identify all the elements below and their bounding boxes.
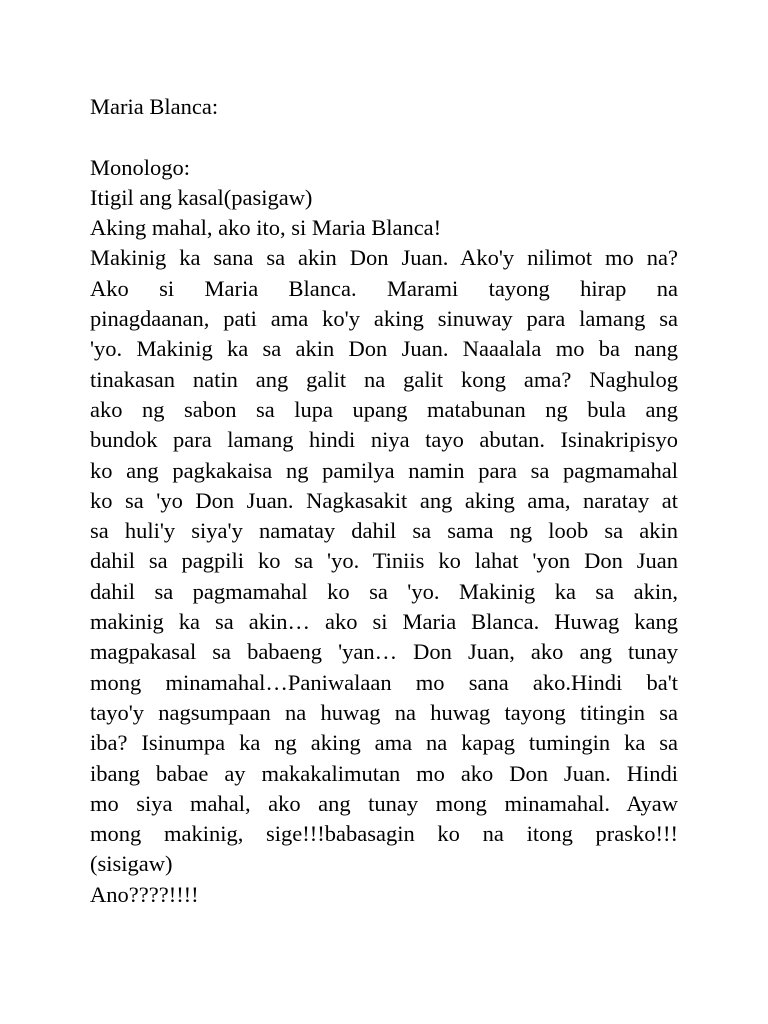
closing-line: Ano????!!!! (90, 881, 199, 907)
paragraph-line: iba? Isinumpa ka ng aking ama na kapag tumingin ka sa (90, 730, 678, 756)
paragraph-line: magpakasal sa babaeng 'yan… Don Juan, ako ang tunay (90, 639, 678, 665)
paragraph-line: tinakasan natin ang galit na galit kong ama? Naghulog (90, 366, 678, 392)
paragraph-line: ako ng sabon sa lupa upang matabunan ng bula ang (90, 396, 678, 422)
intro-line: Itigil ang kasal(pasigaw) (90, 184, 313, 210)
paragraph-line: ibang babae ay makakalimutan mo ako Don Juan. Hindi (90, 760, 678, 786)
paragraph-line: tayo'y nagsumpaan na huwag na huwag tayong titingin sa (90, 699, 678, 725)
paragraph-line: mo siya mahal, ako ang tunay mong minamahal. Ayaw (90, 790, 678, 816)
paragraph-line: ko sa 'yo Don Juan. Nagkasakit ang aking ama, naratay at (90, 487, 678, 513)
paragraph-line: pinagdaanan, pati ama ko'y aking sinuway para lamang sa (90, 306, 678, 332)
paragraph-line: mong minamahal…Paniwalaan mo sana ako.Hindi ba't (90, 669, 678, 695)
paragraph-line: sa huli'y siya'y namatay dahil sa sama ng loob sa akin (90, 518, 678, 544)
monologue-paragraph (90, 243, 678, 879)
blank-line (90, 122, 678, 152)
paragraph-line: makinig ka sa akin… ako si Maria Blanca. Huwag kang (90, 609, 678, 635)
paragraph-line: ko ang pagkakaisa ng pamilya namin para sa pagmamahal (90, 457, 678, 483)
monologue-heading: Monologo: (90, 154, 191, 180)
paragraph-line: bundok para lamang hindi niya tayo abutan. Isinakripisyo (90, 427, 678, 453)
paragraph-line: dahil sa pagmamahal ko sa 'yo. Makinig ka sa akin, (90, 578, 678, 604)
document-page (90, 92, 678, 910)
paragraph-line: Ako si Maria Blanca. Marami tayong hirap na (90, 275, 678, 301)
paragraph-line: 'yo. Makinig ka sa akin Don Juan. Naaalala mo ba nang (90, 336, 678, 362)
paragraph-line: dahil sa pagpili ko sa 'yo. Tiniis ko lahat 'yon Don Juan (90, 548, 678, 574)
paragraph-line: mong makinig, sige!!!babasagin ko na itong prasko!!! (90, 821, 678, 847)
paragraph-line: Makinig ka sana sa akin Don Juan. Ako'y nilimot mo na? (90, 245, 678, 271)
document-title: Maria Blanca: (90, 94, 219, 119)
intro-line: Aking mahal, ako ito, si Maria Blanca! (90, 215, 442, 241)
paragraph-line: (sisigaw) (90, 851, 173, 877)
